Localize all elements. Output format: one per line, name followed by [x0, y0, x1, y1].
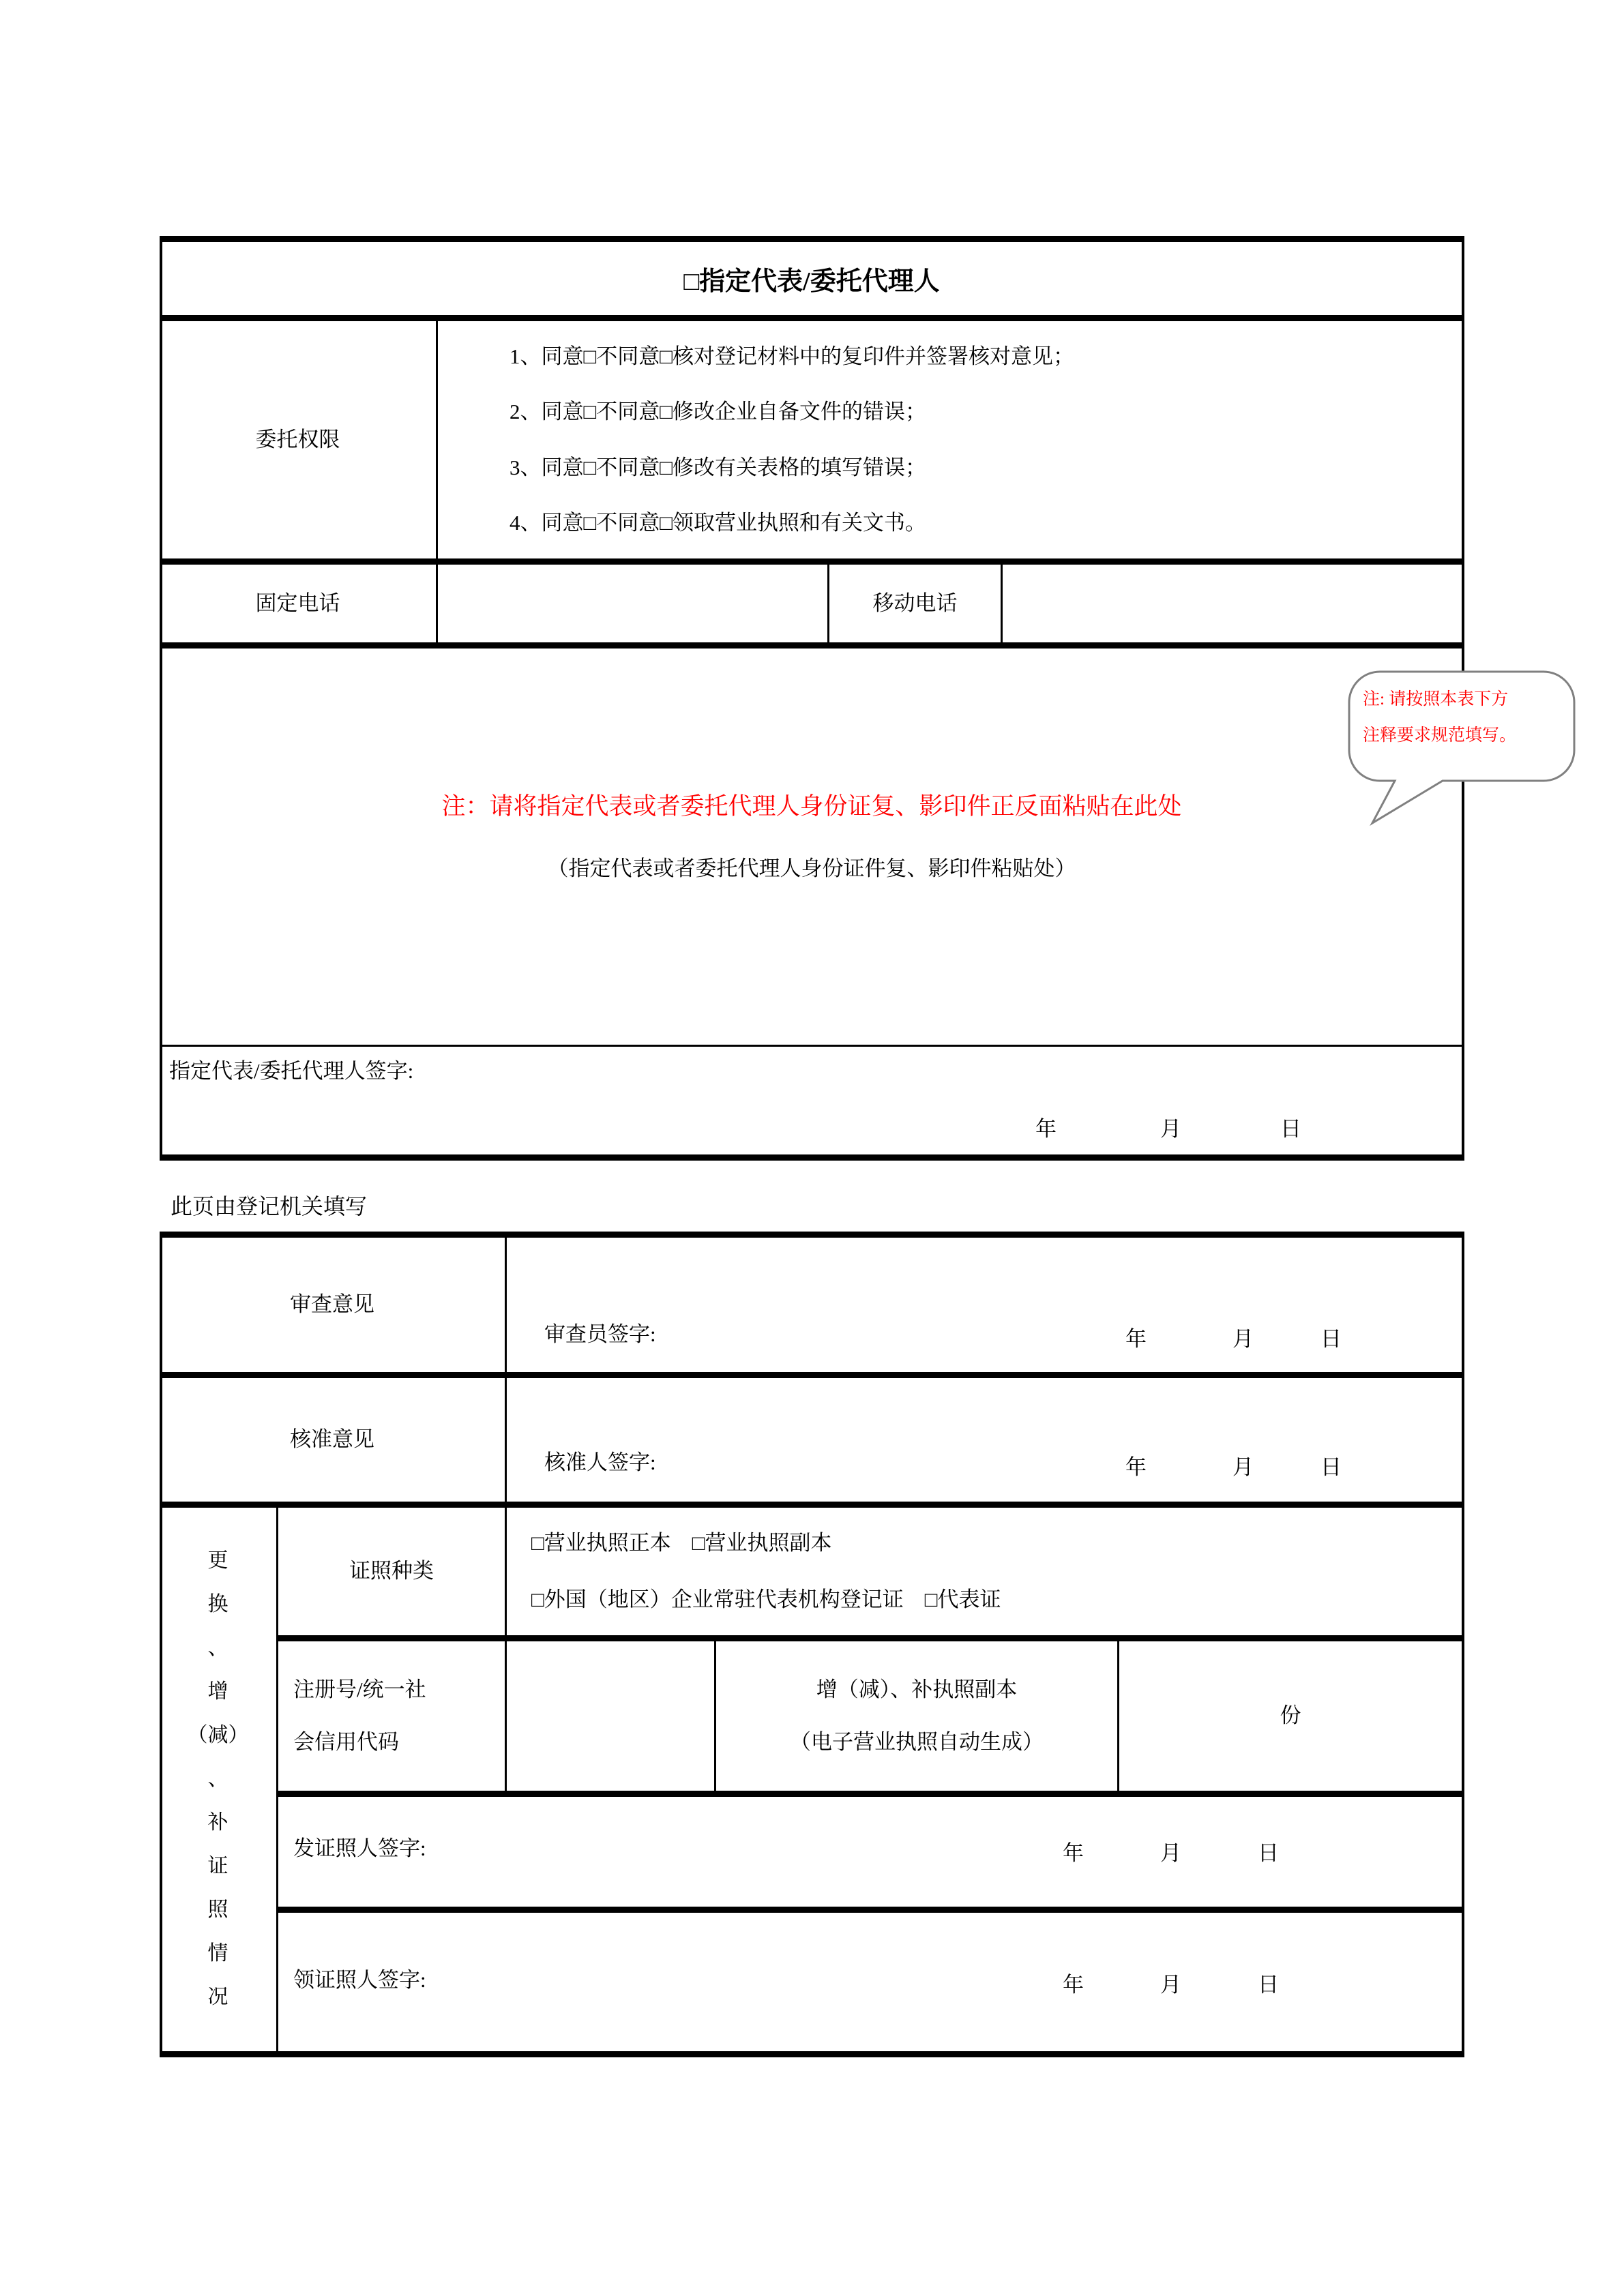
receiver-sign-label: 领证照人签字: [293, 1968, 426, 1992]
id-paste-note-black: （指定代表或者委托代理人身份证件复、影印件粘贴处） [547, 856, 1076, 880]
table1-photo-bottom-border [160, 1045, 1464, 1047]
regno-label-line: 会信用代码 [293, 1730, 399, 1754]
license-type-option-line: □外国（地区）企业常驻代表机构登记证 □代表证 [531, 1587, 1001, 1611]
add-copy-note-line: 增（减）、补执照副本 [816, 1677, 1018, 1701]
table1-top-border [160, 236, 1464, 242]
page-note: 此页由登记机关填写 [171, 1194, 368, 1219]
add-copy-note [716, 1638, 1117, 1793]
year-label: 年 [1125, 1327, 1147, 1351]
mobile-phone-value-cell[interactable] [1003, 561, 1462, 645]
day-label: 日 [1280, 1117, 1301, 1141]
year-label: 年 [1063, 1841, 1084, 1865]
side-label-char: 换 [207, 1593, 228, 1615]
year-label: 年 [1035, 1117, 1057, 1141]
table2-right-border [1462, 1232, 1464, 2057]
day-label: 日 [1320, 1327, 1342, 1351]
reviewer-sign-label: 审查员签字: [544, 1322, 656, 1346]
approver-sign-label: 核准人签字: [544, 1450, 656, 1474]
regno-label [278, 1638, 505, 1793]
entrust-items-cell [436, 318, 1464, 561]
side-label-char: 证 [207, 1855, 228, 1877]
callout-text-line2: 注释要求规范填写。 [1363, 726, 1517, 745]
copies-unit-label: 份 [1280, 1703, 1301, 1728]
mobile-phone-label: 移动电话 [872, 591, 958, 615]
table1-title: □指定代表/委托代理人 [683, 267, 940, 296]
side-category-label [160, 1504, 276, 2054]
approve-opinion-label: 核准意见 [290, 1427, 374, 1452]
side-label-char: 照 [207, 1898, 228, 1921]
entrust-item: 2、同意□不同意□修改企业自备文件的错误； [510, 400, 926, 424]
day-label: 日 [1258, 1841, 1279, 1865]
entrust-item: 3、同意□不同意□修改有关表格的填写错误； [510, 455, 926, 479]
month-label: 月 [1160, 1973, 1181, 1997]
entrust-item: 4、同意□不同意□领取营业执照和有关文书。 [510, 510, 926, 535]
year-label: 年 [1063, 1973, 1084, 1997]
year-label: 年 [1125, 1455, 1147, 1479]
side-label-char: 、 [207, 1768, 228, 1790]
license-type-label: 证照种类 [349, 1559, 434, 1583]
side-label-char: 、 [207, 1637, 228, 1659]
month-label: 月 [1232, 1327, 1254, 1351]
month-label: 月 [1232, 1455, 1254, 1479]
callout-text [1363, 682, 1567, 754]
side-label-char: 更 [207, 1549, 228, 1572]
add-copy-note-line: （电子营业执照自动生成） [790, 1730, 1044, 1754]
side-label-char: （减） [187, 1724, 249, 1746]
id-paste-note-red: 注：请将指定代表或者委托代理人身份证复、影印件正反面粘贴在此处 [441, 793, 1182, 820]
fixed-phone-label: 固定电话 [255, 591, 340, 615]
table1-bottom-border [160, 1154, 1464, 1161]
license-type-option-line: □营业执照正本 □营业执照副本 [531, 1530, 832, 1555]
regno-label-line: 注册号/统一社 [293, 1677, 426, 1701]
fixed-phone-value-cell[interactable] [438, 561, 827, 645]
side-label-char: 情 [207, 1942, 228, 1965]
representative-sign-label: 指定代表/委托代理人签字: [169, 1059, 414, 1083]
callout-text-line1: 注: 请按照本表下方 [1363, 690, 1509, 709]
entrust-authority-label: 委托权限 [255, 427, 340, 451]
table2-bottom-border [160, 2051, 1464, 2057]
day-label: 日 [1258, 1973, 1279, 1997]
review-opinion-label: 审查意见 [290, 1292, 374, 1317]
side-label-char: 况 [207, 1986, 228, 2008]
day-label: 日 [1320, 1455, 1342, 1479]
month-label: 月 [1160, 1117, 1181, 1141]
month-label: 月 [1160, 1841, 1181, 1865]
side-label-char: 增 [207, 1680, 228, 1703]
table2-issue-bottom-border [276, 1907, 1464, 1913]
entrust-item: 1、同意□不同意□核对登记材料中的复印件并签署核对意见； [510, 344, 1074, 369]
side-label-char: 补 [207, 1811, 228, 1834]
license-type-options [507, 1504, 1462, 1638]
issuer-sign-label: 发证照人签字: [293, 1836, 426, 1860]
